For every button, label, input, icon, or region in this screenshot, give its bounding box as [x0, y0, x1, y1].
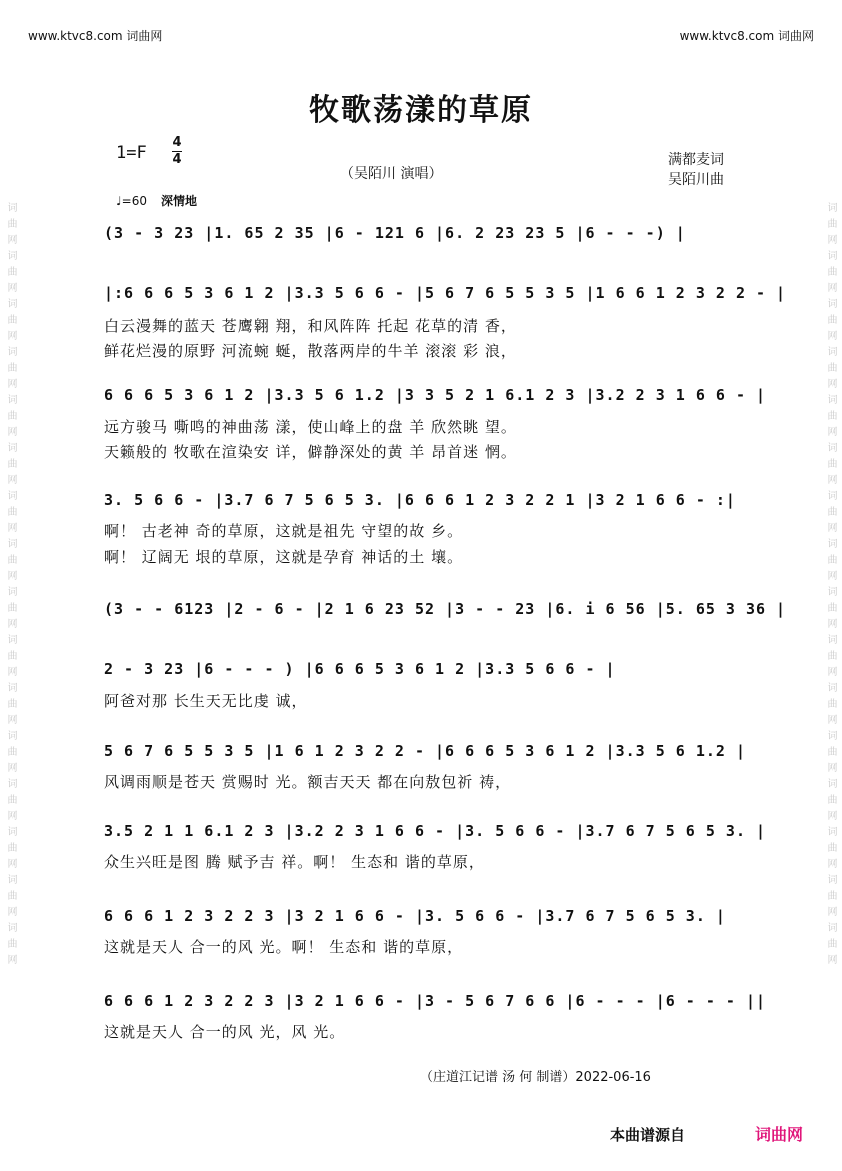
lyric-line: 白云漫舞的蓝天 苍鹰翱 翔，和风阵阵 托起 花草的清 香，	[104, 317, 517, 335]
staff-line	[104, 382, 767, 410]
time-signature-top: 4	[172, 135, 182, 150]
staff-notes: 6 6 6 1 2 3 2 2 3 |3 2 1 6 6 - |3. 5 6 6 - |3.7 6 7 5 6 5 3. |	[104, 907, 726, 925]
lyric-line: 天籁般的 牧歌在渲染安 详，僻静深处的黄 羊 昂首迷 惘。	[104, 443, 517, 461]
lyric-line: 啊！ 古老神 奇的草原，这就是祖先 守望的故 乡。	[104, 522, 464, 540]
header-site-link-right[interactable]: www.ktvc8.com 词曲网	[679, 29, 814, 43]
song-title: 牧歌荡漾的草原	[309, 93, 533, 128]
staff-line	[104, 818, 767, 846]
staff-notes: 5 6 7 6 5 5 3 5 |1 6 1 2 3 2 2 - |6 6 6 5 3 6 1 2 |3.3 5 6 1.2 |	[104, 742, 746, 760]
staff-notes: 3.5 2 1 1 6.1 2 3 |3.2 2 3 1 6 6 - |3. 5 6 6 - |3.7 6 7 5 6 5 3. |	[104, 822, 767, 840]
lyric-line: 这就是天人 合一的风 光，风 光。	[104, 1023, 346, 1041]
lyric-line: 鲜花烂漫的原野 河流蜿 蜒，散落两岸的牛羊 滚滚 彩 浪，	[104, 342, 517, 360]
author-credits	[668, 150, 724, 190]
composer: 吴陌川曲	[668, 172, 724, 188]
staff-notes: |:6 6 6 5 3 6 1 2 |3.3 5 6 6 - |5 6 7 6 5 5 3 5 |1 6 6 1 2 3 2 2 - |	[104, 284, 787, 302]
lyric-line: 远方骏马 嘶鸣的神曲荡 漾，使山峰上的盘 羊 欣然眺 望。	[104, 418, 517, 436]
staff-notes: 6 6 6 5 3 6 1 2 |3.3 5 6 1.2 |3 3 5 2 1 6.1 2 3 |3.2 2 3 1 6 6 - |	[104, 386, 767, 404]
staff-line	[104, 487, 740, 515]
lyric-line: 阿爸对那 长生天无比虔 诚，	[104, 692, 308, 710]
lyric-line: 众生兴旺是图 腾 赋予吉 祥。啊！ 生态和 谐的草原，	[104, 853, 485, 871]
header-site-link-left[interactable]: www.ktvc8.com 词曲网	[28, 29, 163, 43]
transcription-credit: （庄道江记谱 汤 何 制谱）2022-06-16	[420, 1070, 651, 1085]
time-signature-bottom: 4	[172, 152, 182, 167]
time-signature	[172, 136, 182, 167]
lyric-line: 这就是天人 合一的风 光。啊！ 生态和 谐的草原，	[104, 938, 464, 956]
staff-line	[104, 656, 740, 684]
tempo-marking	[116, 192, 197, 209]
staff-line	[104, 280, 787, 308]
staff-notes: 6 6 6 1 2 3 2 2 3 |3 2 1 6 6 - |3 - 5 6 7 6 6 |6 - - - |6 - - - ||	[104, 992, 767, 1010]
staff-line	[104, 738, 746, 766]
staff-notes: (3 - 3 23 |1. 65 2 35 |6 - 121 6 |6. 2 23 23 5 |6 - - -) |	[104, 224, 686, 242]
source-logo[interactable]: 词曲网	[755, 1125, 804, 1144]
singer-credit: （吴陌川 演唱）	[340, 166, 443, 182]
tempo-value: ♩=60	[116, 194, 147, 208]
staff-notes: 2 - 3 23 |6 - - - ) |6 6 6 5 3 6 1 2 |3.3 5 6 6 - |	[104, 660, 616, 678]
left-watermark: 词曲网词曲网词曲网词曲网词曲网词曲网词曲网词曲网词曲网词曲网词曲网词曲网词曲网词曲网词曲网词曲网	[5, 201, 16, 970]
lyricist: 满都麦词	[668, 152, 724, 168]
expression-marking: 深情地	[160, 194, 197, 208]
lyric-line: 啊！ 辽阔无 垠的草原，这就是孕育 神话的土 壤。	[104, 548, 464, 566]
staff-line	[104, 596, 787, 624]
source-label: 本曲谱源自	[610, 1126, 686, 1144]
staff-line	[104, 988, 767, 1016]
key-signature: 1=F	[116, 143, 147, 163]
right-watermark: 词曲网词曲网词曲网词曲网词曲网词曲网词曲网词曲网词曲网词曲网词曲网词曲网词曲网词曲网词曲网词曲网	[825, 201, 836, 970]
staff-line	[104, 903, 740, 931]
lyric-line: 风调雨顺是苍天 赏赐时 光。额吉天天 都在向敖包祈 祷，	[104, 773, 512, 791]
staff-line	[104, 220, 740, 248]
staff-notes: 3. 5 6 6 - |3.7 6 7 5 6 5 3. |6 6 6 1 2 3 2 2 1 |3 2 1 6 6 - :|	[104, 491, 736, 509]
staff-notes: (3 - - 6123 |2 - 6 - |2 1 6 23 52 |3 - - 23 |6. i 6 56 |5. 65 3 36 |	[104, 600, 787, 618]
